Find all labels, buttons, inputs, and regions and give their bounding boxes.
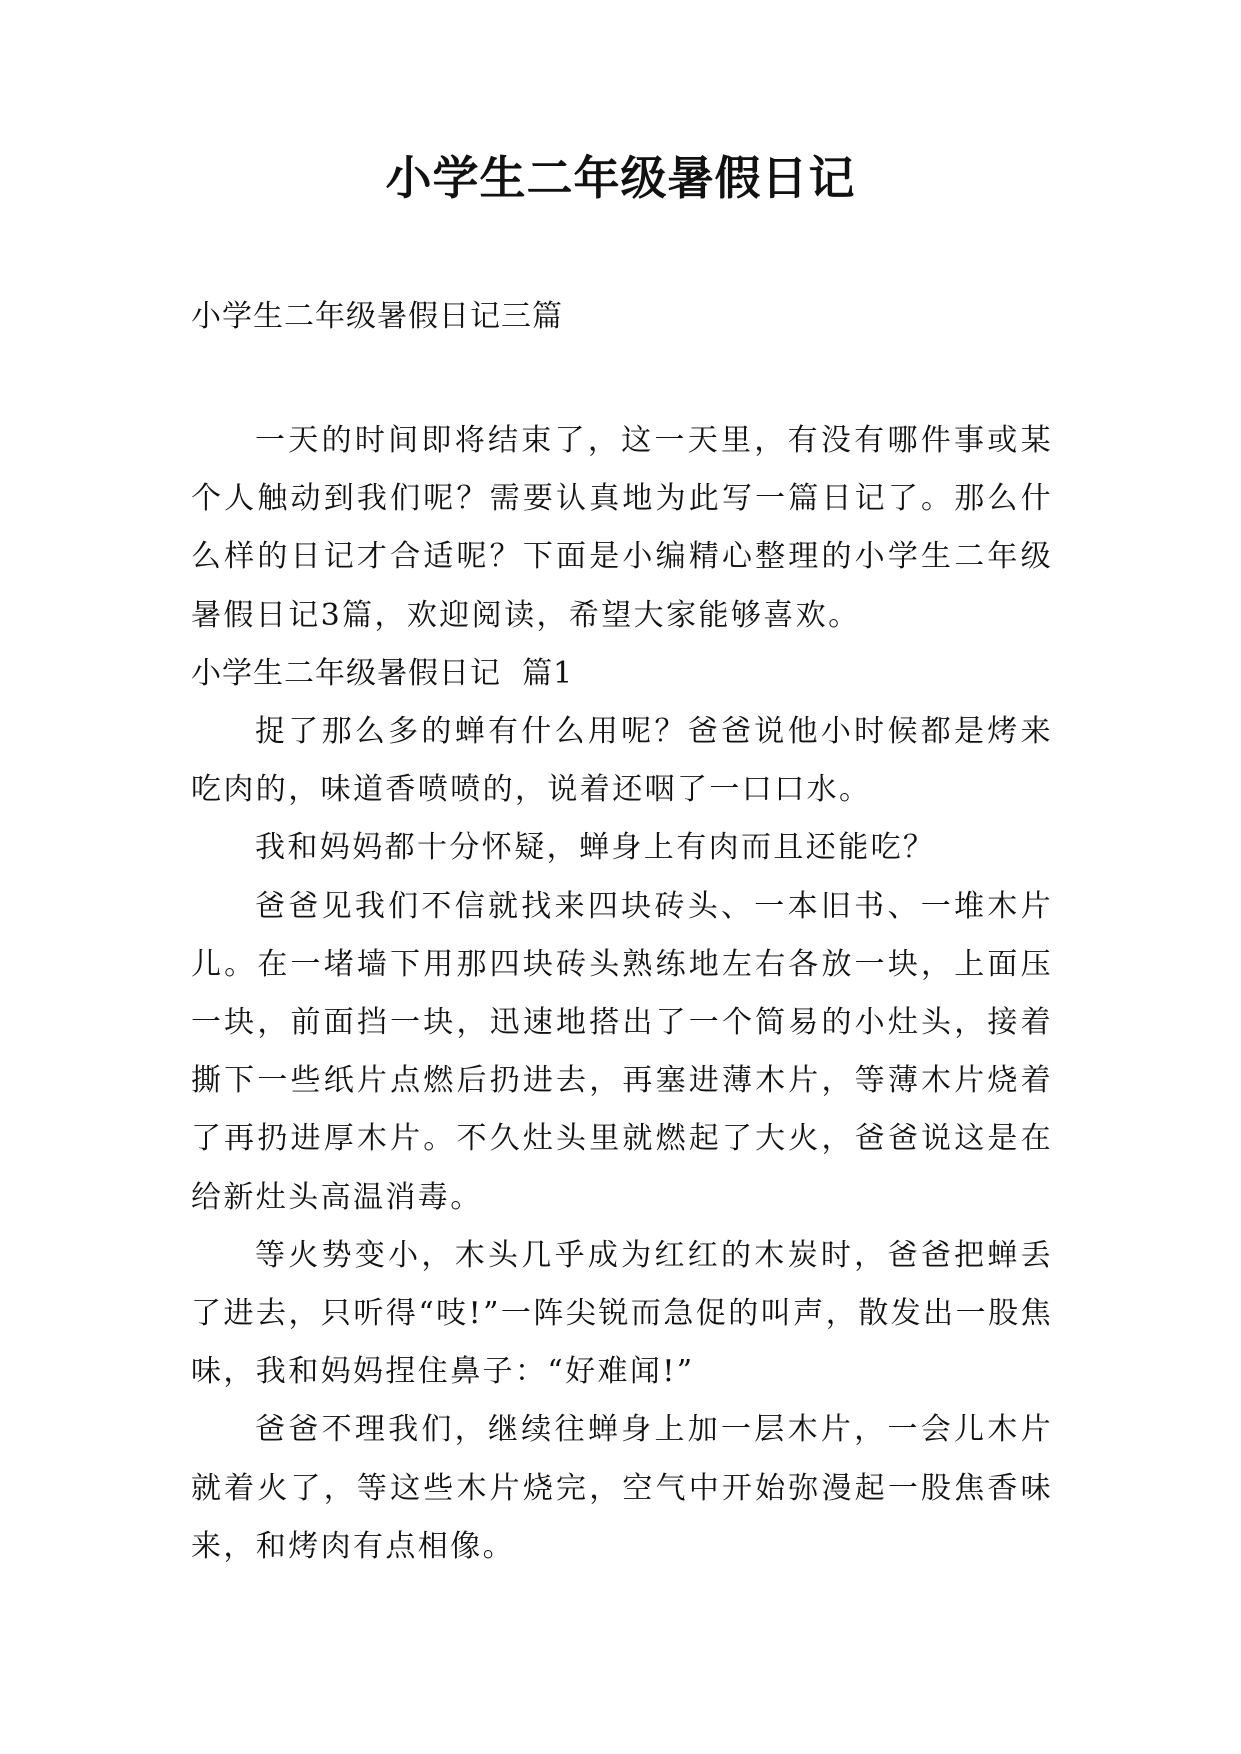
- intro-paragraph: 一天的时间即将结束了，这一天里，有没有哪件事或某个人触动到我们呢？需要认真地为此写一篇日记了。那么什么样的日记才合适呢？下面是小编精心整理的小学生二年级暑假日记3篇，欢迎阅读，希望大家能够喜欢。: [191, 423, 1053, 633]
- document-title: 小学生二年级暑假日记: [385, 151, 856, 205]
- document-subtitle: 小学生二年级暑假日记三篇: [191, 299, 563, 334]
- document-body: [191, 412, 1053, 1576]
- body-paragraph: 爸爸不理我们，继续往蝉身上加一层木片，一会儿木片就着火了，等这些木片烧完，空气中开始弥漫起一股焦香味来，和烤肉有点相像。: [191, 1412, 1053, 1564]
- body-paragraph: 捉了那么多的蝉有什么用呢？爸爸说他小时候都是烤来吃肉的，味道香喷喷的，说着还咽了一口口水。: [191, 714, 1053, 808]
- body-paragraph: 等火势变小，木头几乎成为红红的木炭时，爸爸把蝉丢了进去，只听得“吱!”一阵尖锐而急促的叫声，散发出一股焦味，我和妈妈捏住鼻子：“好难闻!”: [191, 1237, 1053, 1390]
- section-heading: 小学生二年级暑假日记 篇1: [191, 655, 574, 691]
- body-paragraph: 爸爸见我们不信就找来四块砖头、一本旧书、一堆木片儿。在一堵墙下用那四块砖头熟练地左右各放一块，上面压一块，前面挡一块，迅速地搭出了一个简易的小灶头，接着撕下一些纸片点燃后扔进去，再塞进薄木片，等薄木片烧着了再扔进厚木片。不久灶头里就燃起了大火，爸爸说这是在给新灶头高温消毒。: [191, 888, 1053, 1215]
- body-paragraph: 我和妈妈都十分怀疑，蝉身上有肉而且还能吃？: [255, 830, 936, 866]
